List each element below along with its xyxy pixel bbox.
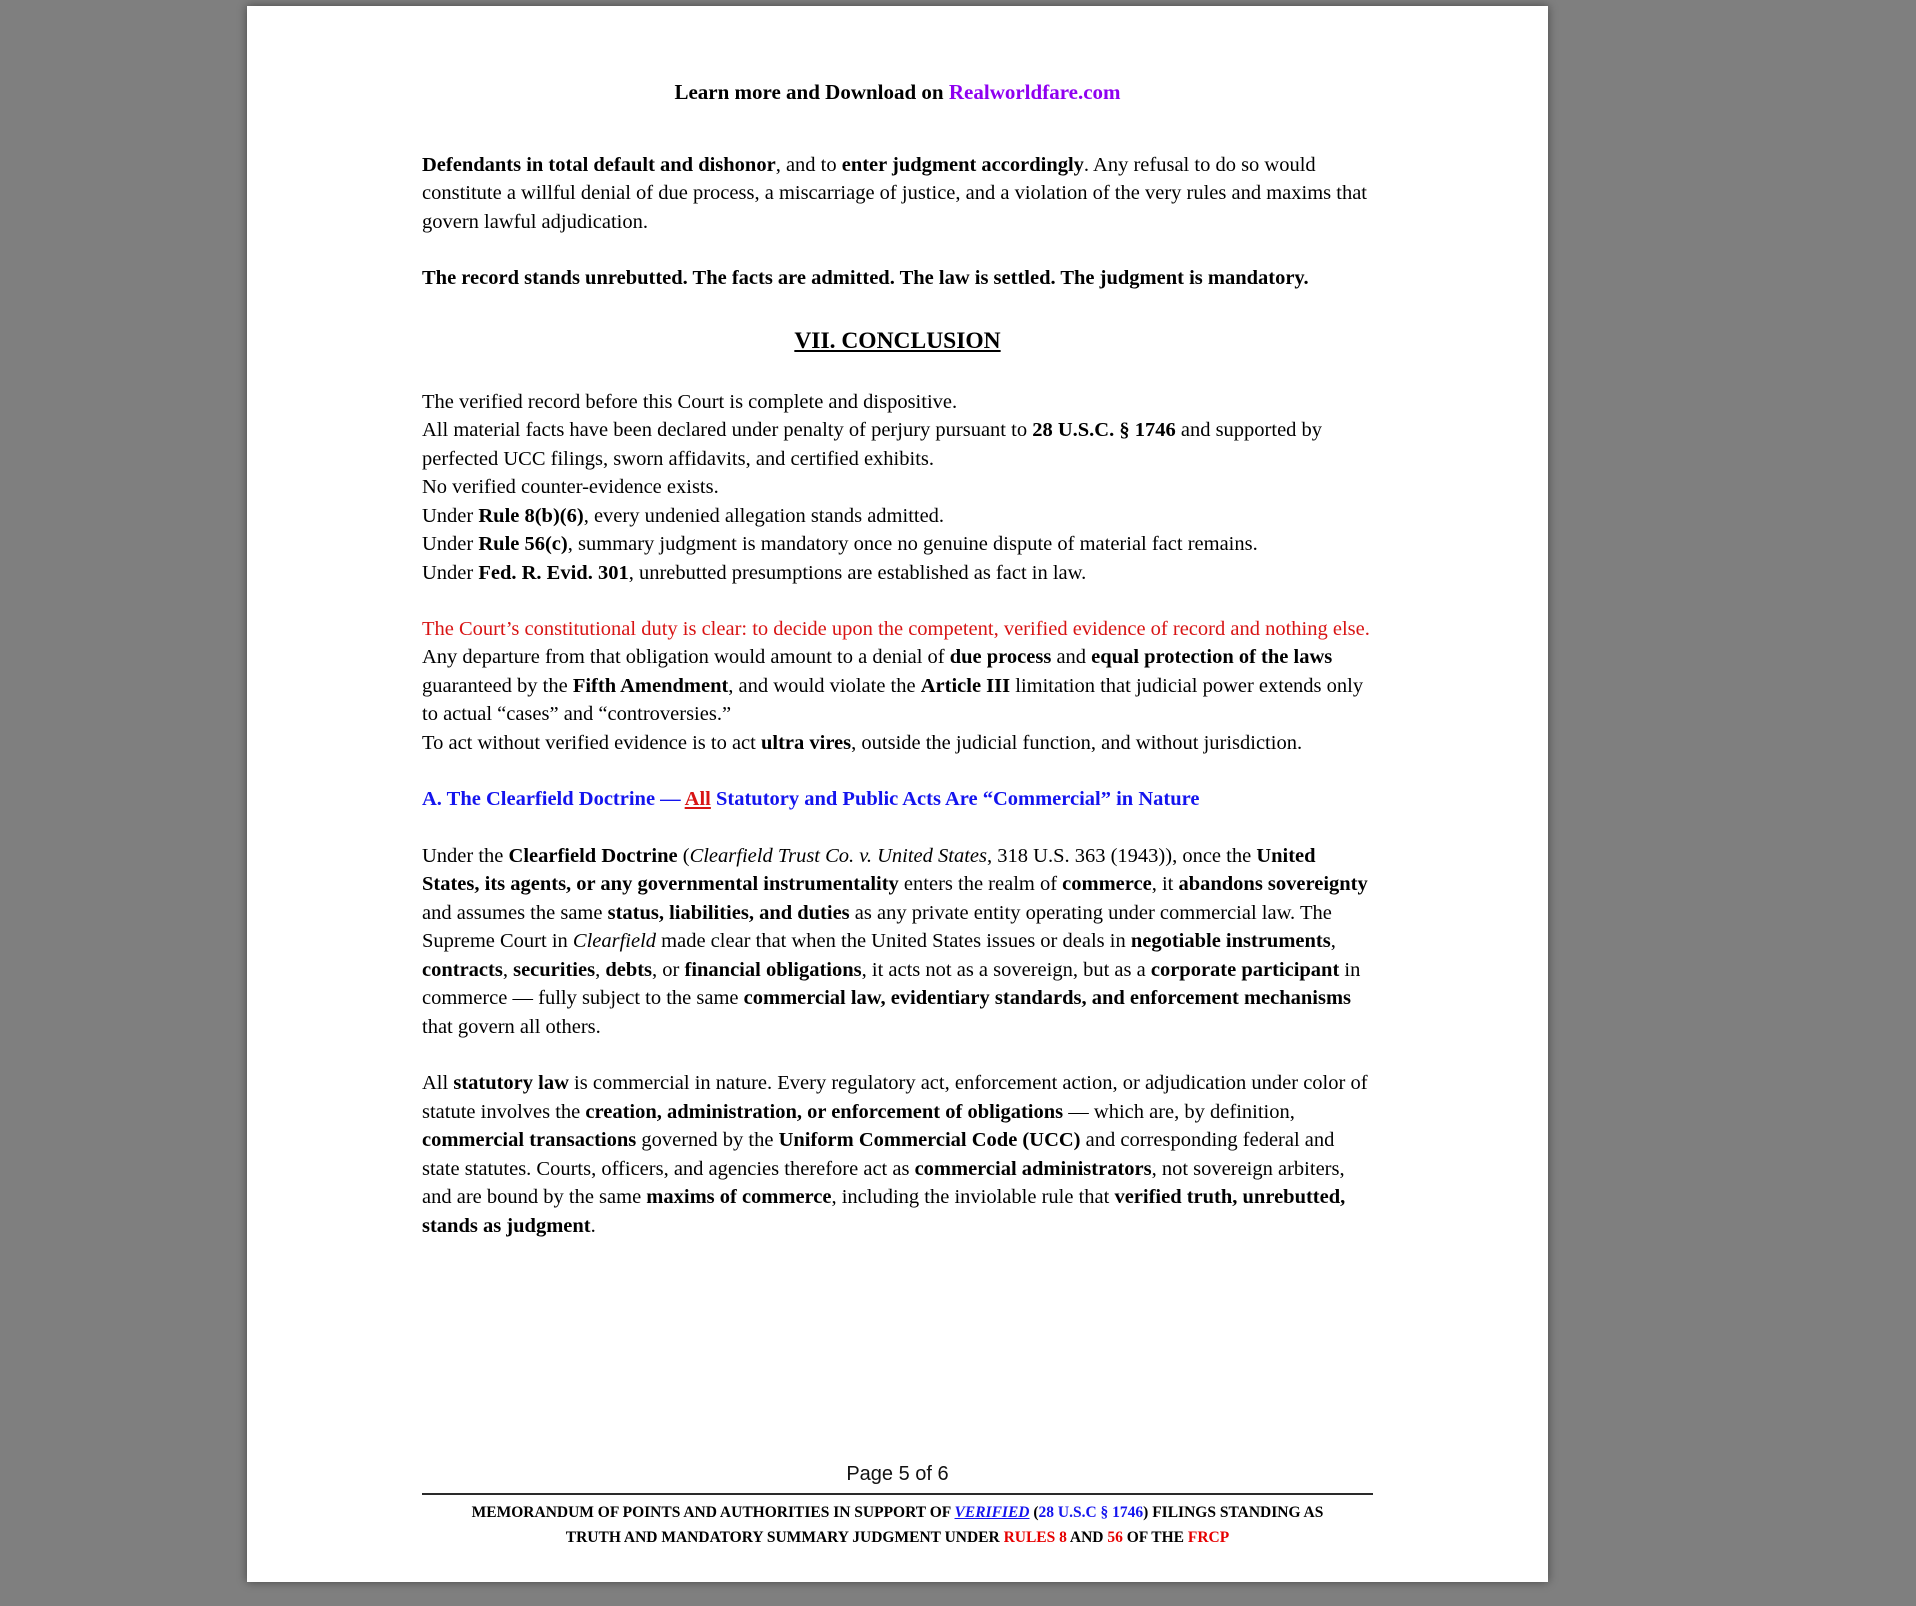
text-run: TRUTH AND MANDATORY SUMMARY JUDGMENT UNDER: [565, 1528, 1004, 1546]
text-run: The Court’s constitutional duty is clear: to decide upon the competent, verified evidence of record and nothing else.: [422, 617, 1370, 640]
text-run: 28 U.S.C. § 1746: [1032, 419, 1176, 442]
text-run: governed by the: [636, 1129, 779, 1152]
header-link[interactable]: Realworldfare.com: [948, 80, 1121, 104]
record-unrebutted-paragraph: [422, 264, 1373, 292]
text-run: 56: [1107, 1528, 1123, 1546]
text-run: All: [422, 1072, 454, 1095]
page-number: Page 5 of 6: [846, 1462, 949, 1485]
text-run: The record stands unrebutted. The facts are admitted. The law is settled. The judgment is mandatory.: [422, 267, 1309, 290]
text-run: All material facts have been declared under penalty of perjury pursuant to: [422, 419, 1033, 442]
doc-header: [422, 80, 1373, 105]
text-run: guaranteed by the: [422, 674, 573, 697]
text-run: commerce: [1062, 873, 1152, 896]
text-run: — which are, by definition,: [1063, 1100, 1295, 1123]
footer-divider: [422, 1493, 1373, 1495]
text-run: Clearfield Doctrine: [508, 844, 678, 867]
text-run: Defendants in total default and dishonor: [422, 154, 776, 176]
text-run: due process: [949, 646, 1052, 669]
text-run: Under: [422, 533, 479, 556]
text-run: Under: [422, 504, 479, 527]
clearfield-doctrine-heading: [422, 785, 1373, 813]
text-run: as any private entity operating under commercial law. The Supreme Court in: [422, 901, 1332, 953]
text-run: , and to: [775, 154, 842, 176]
text-run: FRCP: [1187, 1528, 1230, 1546]
text-run: To act without verified evidence is to act: [422, 731, 761, 754]
text-run: , including the inviolable rule that: [831, 1186, 1115, 1209]
text-run: MEMORANDUM OF POINTS AND AUTHORITIES IN SUPPORT OF: [471, 1503, 955, 1521]
text-run: All: [684, 788, 711, 811]
text-run: enters the realm of: [898, 873, 1063, 896]
text-run: Under: [422, 561, 479, 584]
text-run: OF THE: [1122, 1528, 1188, 1546]
text-run: and supported by perfected UCC filings, sworn affidavits, and certified exhibits.: [422, 419, 1323, 470]
text-run: made clear that when the United States issues or deals in: [656, 930, 1131, 953]
verified-link[interactable]: VERIFIED: [954, 1503, 1030, 1521]
text-run: that govern all others.: [422, 1015, 601, 1038]
text-run: , 318 U.S. 363 (1943)), once the: [987, 844, 1257, 867]
text-run: and: [1051, 646, 1092, 669]
text-run: Fed. R. Evid. 301: [478, 561, 629, 584]
text-run: RULES 8: [1003, 1528, 1067, 1546]
clearfield-doctrine-paragraph: [422, 842, 1373, 1041]
text-run: abandons sovereignty: [1178, 873, 1368, 896]
text-run: contracts: [422, 958, 503, 981]
text-run: Rule 56(c): [478, 533, 568, 556]
text-run: Rule 8(b)(6): [478, 504, 584, 527]
text-run: Clearfield: [572, 930, 657, 953]
text-run: The verified record before this Court is complete and dispositive.: [422, 390, 958, 413]
text-run: commercial law, evidentiary standards, and enforcement mechanisms: [743, 987, 1351, 1010]
text-run: , unrebutted presumptions are established as fact in law.: [628, 561, 1087, 584]
text-run: creation, administration, or enforcement of obligations: [585, 1100, 1064, 1123]
text-run: , outside the judicial function, and without jurisdiction.: [851, 731, 1303, 754]
text-run: status, liabilities, and duties: [607, 901, 850, 924]
text-run: , summary judgment is mandatory once no genuine dispute of material fact remains.: [567, 533, 1258, 556]
text-run: ) FILINGS STANDING AS: [1143, 1503, 1324, 1521]
text-run: commercial transactions: [422, 1129, 637, 1152]
text-run: commercial administrators: [914, 1157, 1152, 1180]
text-run: , it: [1151, 873, 1179, 896]
text-run: Under the: [422, 844, 509, 867]
text-run: , not sovereign arbiters, and are bound by the same: [422, 1157, 1345, 1209]
text-run: verified truth, unrebutted, stands as judgment: [422, 1186, 1346, 1237]
text-run: VII. CONCLUSION: [794, 327, 1001, 354]
text-run: 28 U.S.C § 1746: [1038, 1503, 1144, 1521]
text-run: limitation that judicial power extends only to actual “cases” and “controversies.”: [422, 674, 1364, 726]
text-run: ,: [595, 958, 606, 981]
text-run: debts: [605, 958, 653, 981]
text-run: ,: [502, 958, 514, 981]
text-run: in commerce — fully subject to the same: [422, 958, 1361, 1010]
text-run: . Any refusal to do so would constitute a willful denial of due process, a miscarriage of justice, and a violation of the very rules and maxims that govern lawful adjudication.: [422, 154, 1367, 233]
doc-body: [422, 151, 1373, 1240]
text-run: (: [677, 844, 690, 867]
text-run: AND: [1066, 1528, 1108, 1546]
text-run: , and would violate the: [728, 674, 921, 697]
conclusion-heading: [422, 325, 1373, 358]
footer-memo: [422, 1500, 1373, 1550]
constitutional-duty-paragraph: [422, 615, 1373, 757]
text-run: ultra vires: [760, 731, 852, 754]
text-run: enter judgment accordingly: [841, 154, 1084, 176]
text-run: (: [1029, 1503, 1039, 1521]
document-page: [247, 6, 1548, 1582]
text-run: and corresponding federal and state statutes. Courts, officers, and agencies therefore act as: [422, 1129, 1335, 1180]
text-run: No verified counter-evidence exists.: [422, 476, 719, 499]
text-run: United States, its agents, or any governmental instrumentality: [422, 844, 1316, 896]
text-run: Any departure from that obligation would amount to a denial of: [422, 646, 950, 669]
text-run: , every undenied allegation stands admitted.: [583, 504, 945, 527]
text-run: is commercial in nature. Every regulatory act, enforcement action, or adjudication under color of statute involves the: [422, 1072, 1368, 1123]
text-run: Uniform Commercial Code (UCC): [778, 1129, 1081, 1152]
text-run: statutory law: [453, 1072, 569, 1095]
text-run: .: [590, 1214, 596, 1237]
text-run: and assumes the same: [422, 901, 608, 924]
text-run: maxims of commerce: [646, 1186, 832, 1209]
doc-footer: [422, 1463, 1373, 1550]
text-run: , or: [652, 958, 685, 981]
header-text: Learn more and Download on: [674, 80, 949, 104]
text-run: negotiable instruments: [1130, 930, 1331, 953]
conclusion-findings-paragraph: [422, 388, 1373, 587]
text-run: Clearfield Trust Co. v. United States: [689, 844, 988, 867]
text-run: , it acts not as a sovereign, but as a: [861, 958, 1151, 981]
text-run: Statutory and Public Acts Are “Commercial” in Nature: [710, 788, 1200, 811]
text-run: A. The Clearfield Doctrine —: [422, 788, 685, 811]
footer-memo-line-2: [422, 1525, 1373, 1550]
text-run: ,: [1330, 930, 1336, 953]
statutory-law-paragraph: [422, 1069, 1373, 1240]
text-run: securities: [513, 958, 596, 981]
text-run: equal protection of the laws: [1091, 646, 1333, 669]
text-run: Fifth Amendment: [572, 674, 729, 697]
default-judgment-paragraph: [422, 151, 1373, 236]
text-run: financial obligations: [684, 958, 862, 981]
footer-memo-line-1: [422, 1500, 1373, 1525]
text-run: Article III: [920, 674, 1011, 697]
text-run: corporate participant: [1150, 958, 1340, 981]
